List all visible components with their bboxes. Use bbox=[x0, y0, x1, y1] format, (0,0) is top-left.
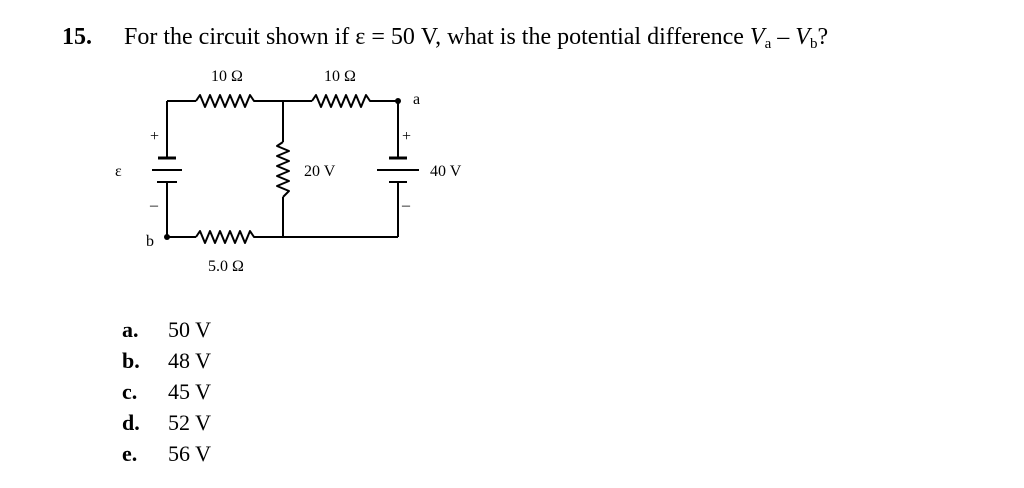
label-emf-middle: 20 V bbox=[304, 163, 336, 180]
choice-text: 52 V bbox=[168, 410, 211, 435]
choice-d[interactable] bbox=[122, 407, 211, 438]
label-r-top-right: 10 Ω bbox=[324, 68, 356, 85]
question-number: 15. bbox=[62, 24, 92, 50]
resistor-middle bbox=[277, 142, 289, 197]
choice-letter: c. bbox=[122, 379, 138, 404]
choice-letter: e. bbox=[122, 441, 138, 466]
resistor-bottom bbox=[196, 231, 258, 243]
label-emf: ε bbox=[115, 163, 122, 180]
va-subscript: a bbox=[764, 36, 772, 52]
va-symbol: V bbox=[749, 24, 765, 50]
plus-left: + bbox=[150, 128, 160, 145]
choice-text: 45 V bbox=[168, 379, 211, 404]
choice-letter: b. bbox=[122, 348, 140, 373]
choice-letter: d. bbox=[122, 410, 140, 435]
choice-text: 56 V bbox=[168, 441, 211, 466]
answer-choices bbox=[122, 314, 211, 469]
choice-text: 48 V bbox=[168, 348, 211, 373]
vb-subscript: b bbox=[809, 36, 818, 52]
label-r-top-left: 10 Ω bbox=[211, 68, 243, 85]
choice-e[interactable] bbox=[122, 438, 211, 469]
node-a-dot bbox=[395, 98, 401, 104]
minus-right: – bbox=[402, 197, 410, 214]
choice-text: 50 V bbox=[168, 317, 211, 342]
minus-sign: – bbox=[771, 24, 796, 50]
label-node-b: b bbox=[146, 233, 154, 250]
minus-left: – bbox=[150, 197, 158, 214]
plus-right: + bbox=[402, 128, 412, 145]
resistor-top-left bbox=[196, 95, 258, 107]
choice-letter: a. bbox=[122, 317, 139, 342]
question-mark: ? bbox=[817, 24, 829, 50]
resistor-top-right bbox=[312, 95, 372, 107]
vb-symbol: V bbox=[795, 24, 810, 50]
label-r-bottom: 5.0 Ω bbox=[208, 258, 244, 275]
question-prompt: For the circuit shown if ε = 50 V, what is the potential difference bbox=[124, 24, 750, 50]
node-b-dot bbox=[164, 234, 170, 240]
label-emf-right: 40 V bbox=[430, 163, 462, 180]
label-node-a: a bbox=[413, 91, 421, 108]
choice-c[interactable] bbox=[122, 376, 211, 407]
choice-b[interactable] bbox=[122, 345, 211, 376]
choice-a[interactable] bbox=[122, 314, 211, 345]
